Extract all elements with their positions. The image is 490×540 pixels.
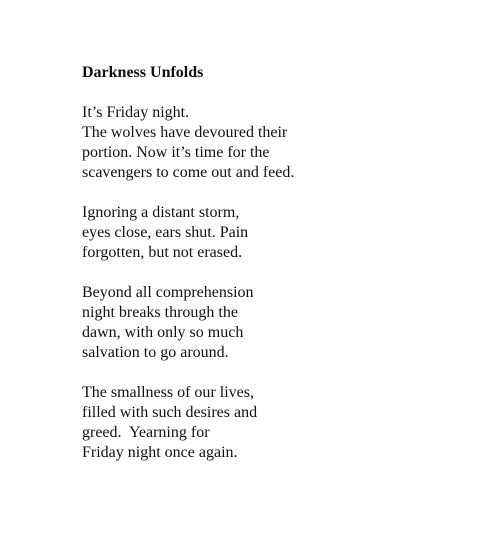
poem-line: Friday night once again. [82, 444, 238, 461]
poem-line: scavengers to come out and feed. [82, 164, 295, 181]
poem-title: Darkness Unfolds [82, 64, 204, 81]
poem-line: portion. Now it’s time for the [82, 144, 270, 161]
poem-line: night breaks through the [82, 304, 238, 321]
poem-line: Ignoring a distant storm, [82, 204, 240, 221]
poem-line: It’s Friday night. [82, 104, 190, 121]
poem-line: filled with such desires and [82, 404, 258, 421]
stanza-4 [82, 383, 482, 463]
stanza-2 [82, 203, 482, 263]
poem-line: greed. Yearning for [82, 424, 210, 441]
poem-line: dawn, with only so much [82, 324, 244, 341]
poem-page [82, 63, 482, 483]
stanza-3 [82, 283, 482, 363]
poem-line: The wolves have devoured their [82, 124, 288, 141]
poem-line: forgotten, but not erased. [82, 244, 243, 261]
poem-line: eyes close, ears shut. Pain [82, 224, 249, 241]
poem-line: Beyond all comprehension [82, 284, 254, 301]
poem-line: salvation to go around. [82, 344, 229, 361]
stanza-1 [82, 103, 482, 183]
poem-line: The smallness of our lives, [82, 384, 254, 401]
